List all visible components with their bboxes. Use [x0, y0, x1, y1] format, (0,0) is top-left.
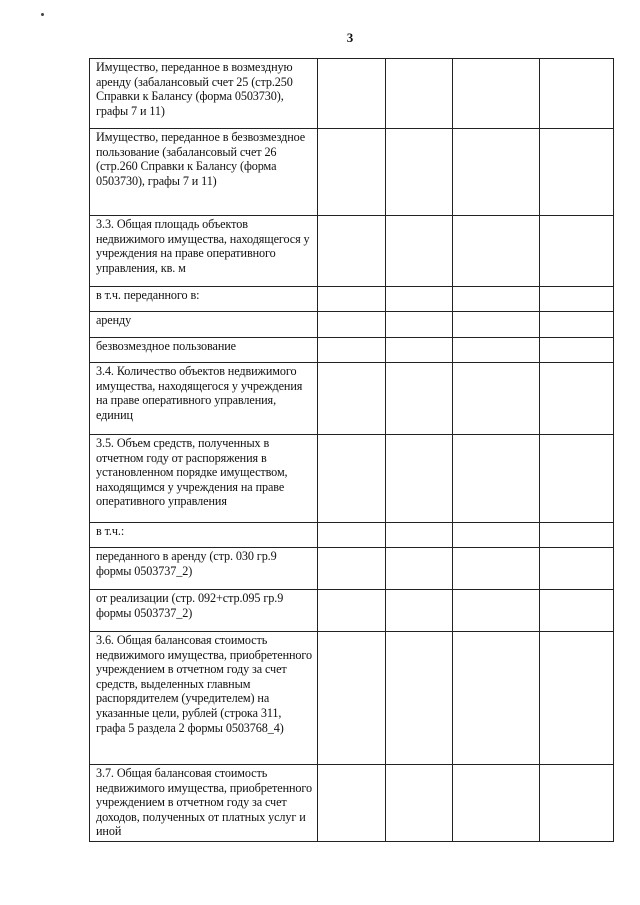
value-cell: [386, 435, 453, 523]
value-cell: [386, 129, 453, 216]
row-label: Имущество, переданное в возмездную аренду (забалансовый счет 25 (стр.250 Справки к Балансу (форма 0503730), графы 7 и 11): [90, 59, 318, 129]
row-label: 3.6. Общая балансовая стоимость недвижимого имущества, приобретенного учреждением в отчетном году за счет средств, выделенных главным распорядителем (учредителем) на указанные цели, рублей (строка 311, графа 5 раздела 2 формы 0503768_4): [90, 632, 318, 765]
value-cell: [318, 287, 386, 312]
value-cell: [318, 765, 386, 842]
table-row: [90, 338, 614, 363]
value-cell: [453, 548, 540, 590]
scan-speck: [41, 13, 44, 16]
table-row: [90, 129, 614, 216]
row-label: Имущество, переданное в безвозмездное пользование (забалансовый счет 26 (стр.260 Справки к Балансу (форма 0503730), графы 7 и 11): [90, 129, 318, 216]
table-row: [90, 765, 614, 842]
value-cell: [453, 129, 540, 216]
value-cell: [318, 363, 386, 435]
table-row: [90, 312, 614, 338]
value-cell: [540, 632, 614, 765]
table-row: [90, 523, 614, 548]
value-cell: [318, 523, 386, 548]
value-cell: [386, 363, 453, 435]
report-table: [89, 58, 614, 842]
value-cell: [540, 338, 614, 363]
value-cell: [540, 363, 614, 435]
row-label: в т.ч.:: [90, 523, 318, 548]
value-cell: [453, 590, 540, 632]
row-label: аренду: [90, 312, 318, 338]
value-cell: [453, 363, 540, 435]
row-label: 3.3. Общая площадь объектов недвижимого имущества, находящегося у учреждения на праве оперативного управления, кв. м: [90, 216, 318, 287]
value-cell: [386, 523, 453, 548]
value-cell: [540, 523, 614, 548]
value-cell: [540, 435, 614, 523]
row-label: 3.4. Количество объектов недвижимого имущества, находящегося у учреждения на праве оперативного управления, единиц: [90, 363, 318, 435]
row-label: от реализации (стр. 092+стр.095 гр.9 формы 0503737_2): [90, 590, 318, 632]
value-cell: [453, 435, 540, 523]
value-cell: [318, 312, 386, 338]
value-cell: [386, 287, 453, 312]
value-cell: [453, 632, 540, 765]
table-row: [90, 548, 614, 590]
value-cell: [453, 765, 540, 842]
value-cell: [540, 59, 614, 129]
value-cell: [453, 216, 540, 287]
table-row: [90, 435, 614, 523]
row-label: в т.ч. переданного в:: [90, 287, 318, 312]
value-cell: [540, 765, 614, 842]
table-row: [90, 632, 614, 765]
value-cell: [386, 548, 453, 590]
value-cell: [540, 312, 614, 338]
value-cell: [540, 216, 614, 287]
value-cell: [318, 338, 386, 363]
value-cell: [453, 338, 540, 363]
row-label: 3.7. Общая балансовая стоимость недвижимого имущества, приобретенного учреждением в отчетном году за счет доходов, полученных от платных услуг и иной: [90, 765, 318, 842]
row-label: переданного в аренду (стр. 030 гр.9 формы 0503737_2): [90, 548, 318, 590]
value-cell: [318, 548, 386, 590]
table-row: [90, 59, 614, 129]
value-cell: [318, 59, 386, 129]
value-cell: [386, 59, 453, 129]
value-cell: [453, 287, 540, 312]
value-cell: [318, 435, 386, 523]
value-cell: [453, 59, 540, 129]
value-cell: [386, 590, 453, 632]
row-label: 3.5. Объем средств, полученных в отчетном году от распоряжения в установленном порядке имуществом, находящимся у учреждения на праве оперативного управления: [90, 435, 318, 523]
value-cell: [540, 129, 614, 216]
table-row: [90, 216, 614, 287]
table-row: [90, 590, 614, 632]
value-cell: [386, 632, 453, 765]
value-cell: [540, 548, 614, 590]
row-label: безвозмездное пользование: [90, 338, 318, 363]
table-row: [90, 363, 614, 435]
value-cell: [453, 523, 540, 548]
value-cell: [318, 216, 386, 287]
value-cell: [540, 287, 614, 312]
value-cell: [318, 129, 386, 216]
value-cell: [318, 632, 386, 765]
value-cell: [540, 590, 614, 632]
value-cell: [386, 312, 453, 338]
table-row: [90, 287, 614, 312]
value-cell: [318, 590, 386, 632]
value-cell: [386, 338, 453, 363]
value-cell: [386, 216, 453, 287]
page-number: 3: [346, 30, 354, 45]
value-cell: [453, 312, 540, 338]
value-cell: [386, 765, 453, 842]
